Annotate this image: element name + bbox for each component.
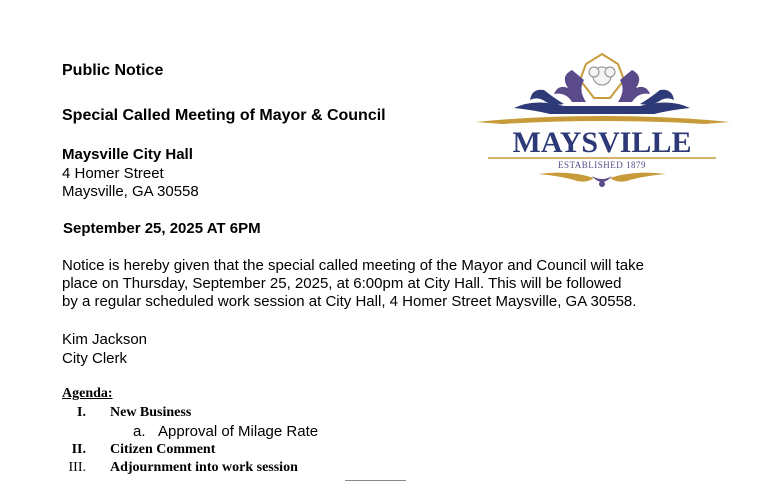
logo-flourish-top bbox=[514, 54, 690, 114]
logo-flourish-bottom bbox=[538, 173, 666, 187]
agenda-title: Agenda: bbox=[62, 386, 113, 401]
agenda-subitem-letter: a. bbox=[133, 423, 146, 440]
signer-title: City Clerk bbox=[62, 350, 128, 367]
agenda-item-2: Citizen Comment bbox=[110, 442, 216, 457]
agenda-item-3: Adjournment into work session bbox=[110, 460, 298, 475]
signer-name: Kim Jackson bbox=[62, 331, 148, 348]
agenda-subitem-1: Approval of Milage Rate bbox=[158, 423, 319, 440]
address-line-2: Maysville, GA 30558 bbox=[62, 183, 199, 200]
logo-gold-band bbox=[476, 116, 730, 124]
meeting-title: Special Called Meeting of Mayor & Council bbox=[62, 107, 386, 124]
notice-body-line-1: Notice is hereby given that the special called meeting of the Mayor and Council will take bbox=[62, 257, 644, 274]
maysville-logo-graphic bbox=[474, 50, 732, 192]
logo-name: MAYSVILLE bbox=[512, 126, 692, 159]
maysville-logo bbox=[474, 50, 732, 192]
agenda-numeral-3: III. bbox=[68, 460, 86, 475]
meeting-date-time: September 25, 2025 AT 6PM bbox=[63, 220, 261, 237]
location-name: Maysville City Hall bbox=[62, 146, 193, 163]
address-line-1: 4 Homer Street bbox=[62, 165, 164, 182]
agenda-item-1: New Business bbox=[110, 405, 192, 420]
agenda-numeral-2: II. bbox=[71, 442, 86, 457]
public-notice-title: Public Notice bbox=[62, 62, 164, 79]
agenda-numeral-1: I. bbox=[77, 405, 86, 420]
logo-established: ESTABLISHED 1879 bbox=[557, 160, 647, 170]
notice-body-line-3: by a regular scheduled work session at City Hall, 4 Homer Street Maysville, GA 30558. bbox=[62, 293, 637, 310]
notice-body-line-2: place on Thursday, September 25, 2025, at 6:00pm at City Hall. This will be followed bbox=[62, 275, 622, 292]
